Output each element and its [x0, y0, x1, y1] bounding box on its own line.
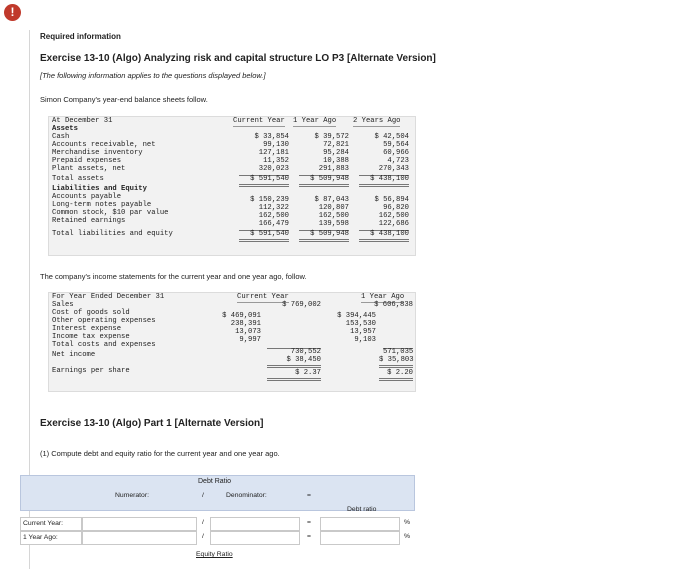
row-value: 11,352	[263, 157, 289, 165]
alert-icon: !	[4, 4, 21, 21]
total-assets-value: $ 438,100	[359, 175, 409, 187]
row-value: 162,500	[378, 212, 409, 220]
expense-label: Other operating expenses	[52, 317, 156, 325]
result-header: Debt ratio	[347, 506, 377, 513]
total-assets-value: $ 591,540	[239, 175, 289, 187]
ratio-input-current[interactable]	[320, 517, 400, 531]
expense-label: Income tax expense	[52, 333, 130, 341]
denominator-input-prior[interactable]	[210, 531, 300, 545]
total-costs-current: 730,552	[267, 348, 321, 357]
row-label: Accounts receivable, net	[52, 141, 156, 149]
row-value: 162,500	[258, 212, 289, 220]
instruction: (1) Compute debt and equity ratio for the current year and one year ago.	[40, 449, 280, 458]
row-value: 270,343	[378, 165, 409, 173]
row-value: 320,023	[258, 165, 289, 173]
expense-prior: $ 394,445	[337, 312, 376, 320]
total-liab-value: $ 509,948	[299, 230, 349, 242]
slash-current: /	[202, 519, 204, 526]
net-income-prior: $ 35,803	[379, 357, 413, 368]
total-costs-prior: 571,035	[383, 348, 414, 356]
equity-ratio-heading: Equity Ratio	[196, 551, 233, 558]
expense-current: 13,073	[235, 328, 261, 336]
row-value: 120,807	[318, 204, 349, 212]
row-value: 96,820	[383, 204, 409, 212]
row-value: $ 56,894	[374, 196, 409, 204]
bs-col-1yr: 1 Year Ago	[293, 117, 337, 125]
assets-heading: Assets	[52, 125, 78, 133]
balance-sheet-intro: Simon Company's year-end balance sheets follow.	[40, 95, 208, 104]
row-label: Retained earnings	[52, 217, 126, 225]
bs-col-2yr: 2 Years Ago	[353, 117, 401, 125]
sales-prior: $ 606,838	[374, 301, 413, 309]
info-note: [The following information applies to the questions displayed below.]	[40, 71, 266, 80]
row-label: Accounts payable	[52, 193, 122, 201]
row-label: Long-term notes payable	[52, 201, 152, 209]
equals-current: =	[307, 519, 311, 526]
row-label: Plant assets, net	[52, 165, 126, 173]
sales-label: Sales	[52, 301, 74, 309]
bs-header-label: At December 31	[52, 117, 113, 125]
row-value: 4,723	[387, 157, 409, 165]
expense-prior: 153,530	[345, 320, 376, 328]
debt-ratio-heading: Debt Ratio	[198, 478, 232, 485]
row-value: 166,479	[258, 220, 289, 228]
income-intro: The company's income statements for the current year and one year ago, follow.	[40, 272, 307, 281]
total-liab-value: $ 438,100	[359, 230, 409, 242]
net-income-label: Net income	[52, 351, 96, 359]
eps-current: $ 2.37	[267, 370, 321, 381]
exercise-title: Exercise 13-10 (Algo) Analyzing risk and capital structure LO P3 [Alternate Version]	[40, 53, 436, 64]
row-value: 95,284	[323, 149, 349, 157]
slash-prior: /	[202, 533, 204, 540]
liabilities-heading: Liabilities and Equity	[52, 185, 147, 193]
row-value: 139,598	[318, 220, 349, 228]
total-assets-value: $ 509,948	[299, 175, 349, 187]
expense-label: Interest expense	[52, 325, 122, 333]
equals-header: =	[307, 492, 311, 499]
row-value: $ 33,854	[254, 133, 289, 141]
income-statement	[48, 292, 416, 392]
row-label: Merchandise inventory	[52, 149, 143, 157]
row-value: $ 39,572	[314, 133, 349, 141]
numerator-input-prior[interactable]	[82, 531, 197, 545]
is-col-current: Current Year	[237, 293, 289, 301]
net-income-current: $ 38,450	[267, 357, 321, 368]
row-value: 122,686	[378, 220, 409, 228]
denominator-input-current[interactable]	[210, 517, 300, 531]
expense-prior: 9,103	[354, 336, 376, 344]
expense-label: Cost of goods sold	[52, 309, 130, 317]
row-value: $ 87,043	[314, 196, 349, 204]
percent-current: %	[404, 519, 411, 526]
row-value: 112,322	[258, 204, 289, 212]
row-value: 10,388	[323, 157, 349, 165]
row-value: 162,500	[318, 212, 349, 220]
expense-current: 238,391	[230, 320, 261, 328]
row-value: 127,181	[258, 149, 289, 157]
row-label: Prepaid expenses	[52, 157, 122, 165]
equals-prior: =	[307, 533, 311, 540]
balance-sheet	[48, 116, 416, 256]
numerator-header: Numerator:	[115, 492, 149, 499]
required-label: Required information	[40, 32, 121, 41]
row-value: 72,821	[323, 141, 349, 149]
expense-prior: 13,957	[350, 328, 376, 336]
row-value: $ 150,239	[250, 196, 289, 204]
is-header-label: For Year Ended December 31	[52, 293, 165, 301]
row-value: $ 42,504	[374, 133, 409, 141]
total-assets-label: Total assets	[52, 175, 104, 183]
slash-header: /	[202, 492, 204, 499]
total-liab-value: $ 591,540	[239, 230, 289, 242]
eps-prior: $ 2.20	[379, 370, 413, 381]
percent-prior: %	[404, 533, 411, 540]
row-value: 60,966	[383, 149, 409, 157]
bs-col-current: Current Year	[233, 117, 285, 125]
row-label: Common stock, $10 par value	[52, 209, 169, 217]
sales-current: $ 769,002	[282, 301, 321, 309]
total-costs-label: Total costs and expenses	[52, 341, 156, 349]
is-col-prior: 1 Year Ago	[361, 293, 405, 301]
eps-label: Earnings per share	[52, 367, 130, 375]
debt-ratio-table	[20, 475, 415, 569]
denominator-header: Denominator:	[226, 492, 267, 499]
row-current-year: Current Year:	[20, 517, 82, 531]
row-label: Cash	[52, 133, 70, 141]
numerator-input-current[interactable]	[82, 517, 197, 531]
part-title: Exercise 13-10 (Algo) Part 1 [Alternate Version]	[40, 418, 264, 429]
row-1-year-ago: 1 Year Ago:	[20, 531, 82, 545]
total-liab-label: Total liabilities and equity	[52, 230, 173, 238]
row-value: 59,564	[383, 141, 409, 149]
row-value: 99,130	[263, 141, 289, 149]
ratio-input-prior[interactable]	[320, 531, 400, 545]
expense-current: 9,997	[239, 336, 261, 344]
row-value: 291,883	[318, 165, 349, 173]
expense-current: $ 469,091	[222, 312, 261, 320]
